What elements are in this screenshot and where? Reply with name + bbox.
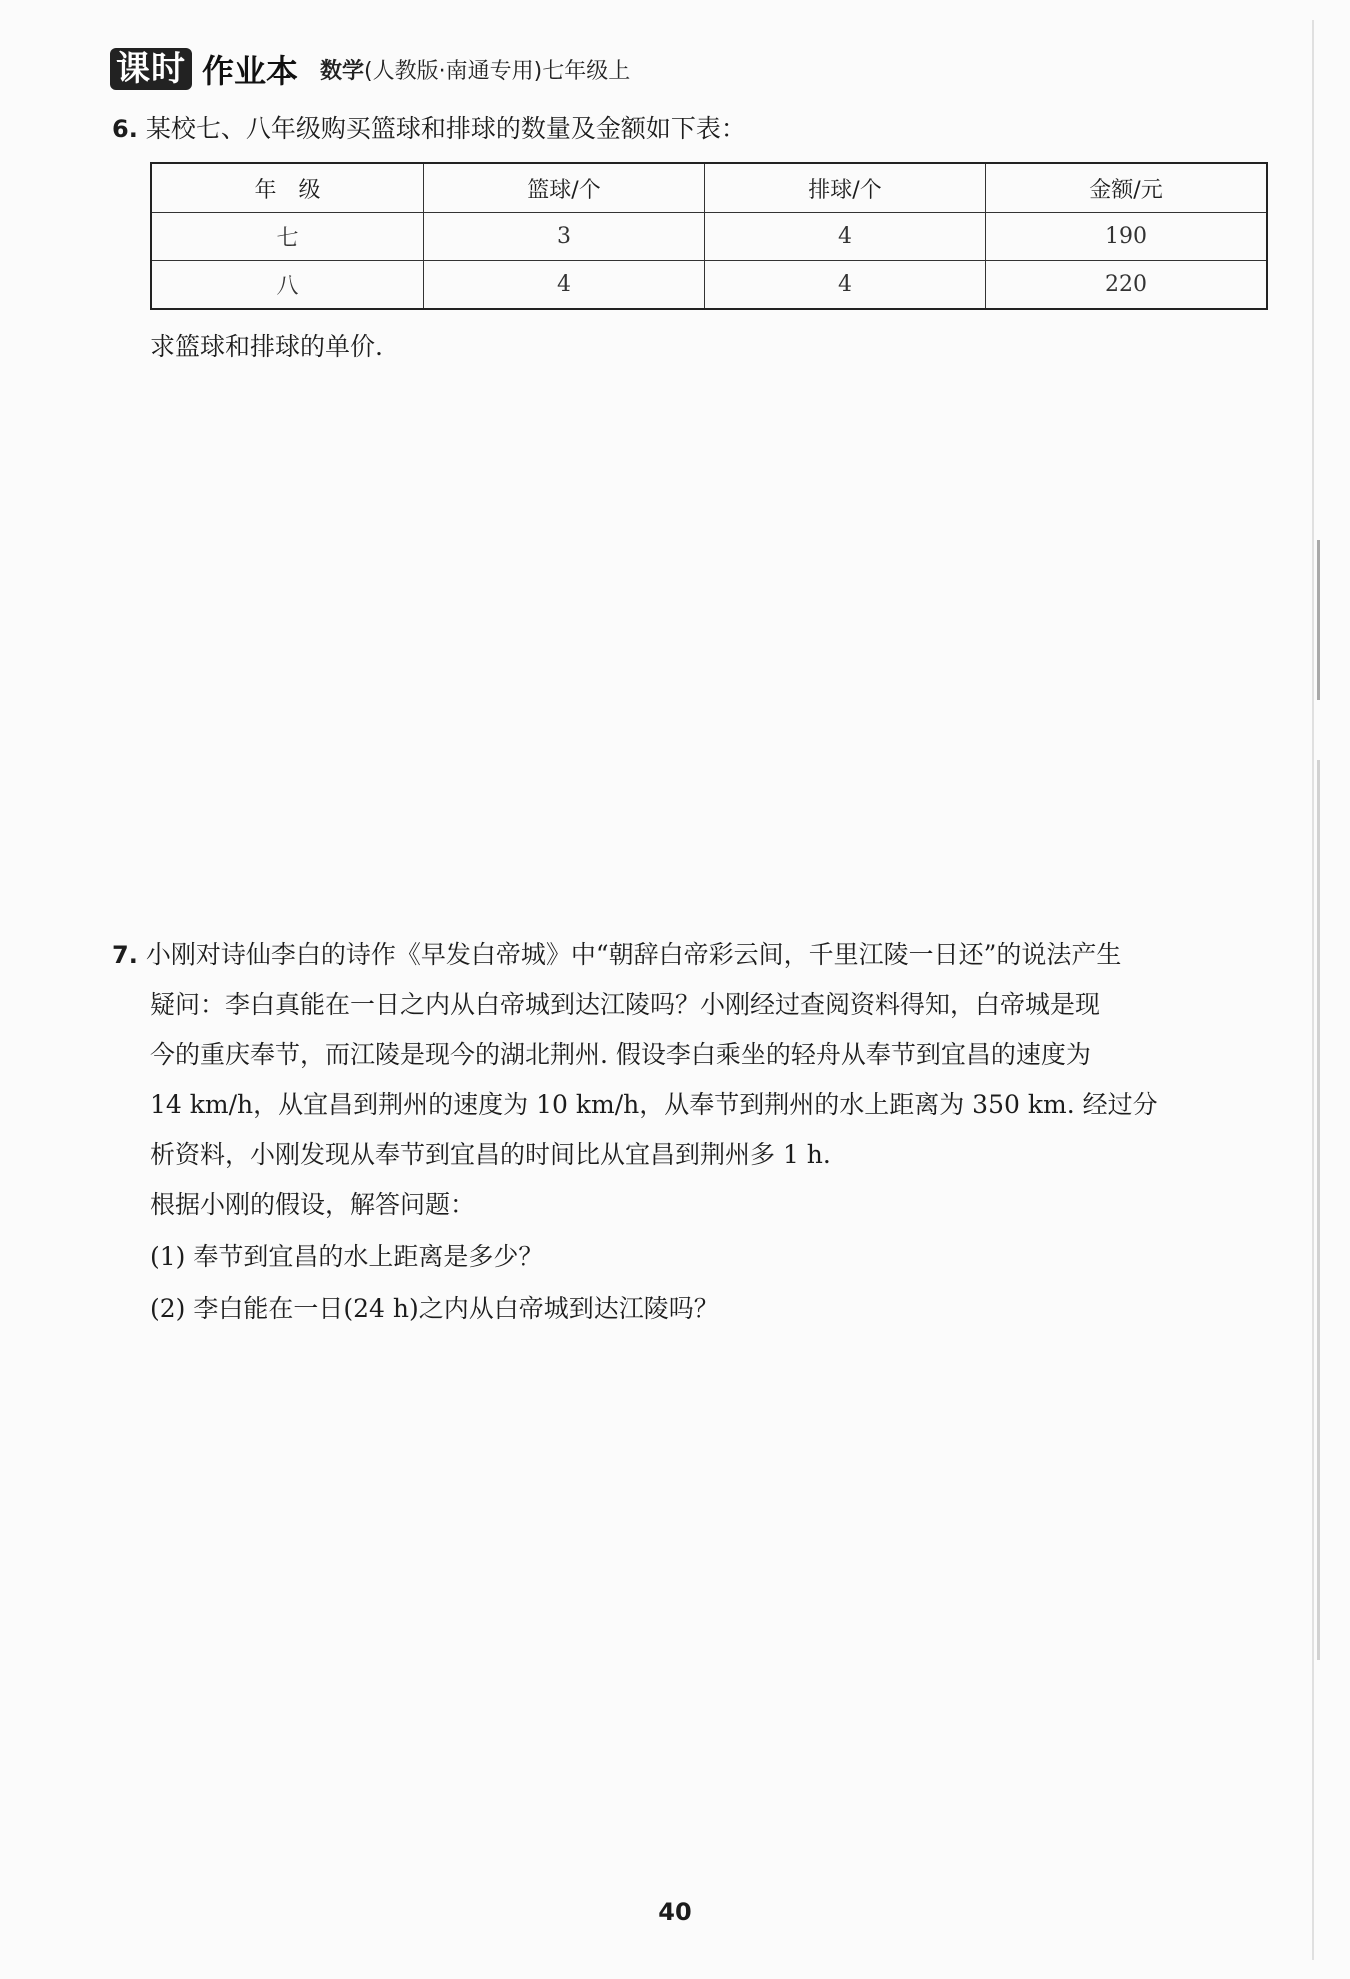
table-cell: 七 xyxy=(151,213,424,261)
question-6-prompt xyxy=(112,104,746,154)
purchase-table xyxy=(150,162,1268,310)
series-logo: 课时 xyxy=(110,48,192,90)
sub-question-1: (1) 奉节到宜昌的水上距离是多少？ xyxy=(150,1242,544,1271)
column-header: 年 级 xyxy=(151,163,424,213)
table-cell: 4 xyxy=(705,213,986,261)
binding-mark xyxy=(1317,760,1320,1660)
table-cell: 八 xyxy=(151,261,424,310)
question-7 xyxy=(112,930,1272,980)
page-number: 40 xyxy=(658,1898,692,1926)
question-line: 疑问：李白真能在一日之内从白帝城到达江陵吗？小刚经过查阅资料得知，白帝城是现 xyxy=(150,990,1101,1019)
column-header: 篮球/个 xyxy=(424,163,705,213)
table-cell: 3 xyxy=(424,213,705,261)
table-header-row xyxy=(151,163,1267,213)
question-line: 根据小刚的假设，解答问题： xyxy=(150,1190,476,1219)
question-number: 7. xyxy=(112,941,138,969)
book-name: 作业本 xyxy=(202,52,299,90)
page-header xyxy=(110,44,630,94)
table-cell: 190 xyxy=(986,213,1268,261)
question-line: 今的重庆奉节，而江陵是现今的湖北荆州. 假设李白乘坐的轻舟从奉节到宜昌的速度为 xyxy=(150,1040,1091,1069)
question-line: 析资料，小刚发现从奉节到宜昌的时间比从宜昌到荆州多 1 h. xyxy=(150,1140,831,1169)
table-row xyxy=(151,213,1267,261)
question-6-ask: 求篮球和排球的单价. xyxy=(150,332,383,361)
edition: (人教版·南通专用)七年级上 xyxy=(364,58,631,84)
table-cell: 4 xyxy=(424,261,705,310)
table-row xyxy=(151,261,1267,310)
page-edge xyxy=(1312,20,1314,1960)
table-cell: 4 xyxy=(705,261,986,310)
question-number: 6. xyxy=(112,115,138,143)
question-line: 小刚对诗仙李白的诗作《早发白帝城》中“朝辞白帝彩云间，千里江陵一日还”的说法产生 xyxy=(145,940,1122,969)
question-line: 14 km/h，从宜昌到荆州的速度为 10 km/h，从奉节到荆州的水上距离为 350 km. 经过分 xyxy=(150,1090,1158,1119)
subject: 数学 xyxy=(320,58,365,84)
column-header: 排球/个 xyxy=(705,163,986,213)
sub-question-2: (2) 李白能在一日(24 h)之内从白帝城到达江陵吗？ xyxy=(150,1294,719,1323)
book-subtitle xyxy=(320,54,630,85)
column-header: 金额/元 xyxy=(986,163,1268,213)
question-text: 某校七、八年级购买篮球和排球的数量及金额如下表： xyxy=(145,114,746,143)
table-cell: 220 xyxy=(986,261,1268,310)
binding-mark xyxy=(1317,540,1320,700)
